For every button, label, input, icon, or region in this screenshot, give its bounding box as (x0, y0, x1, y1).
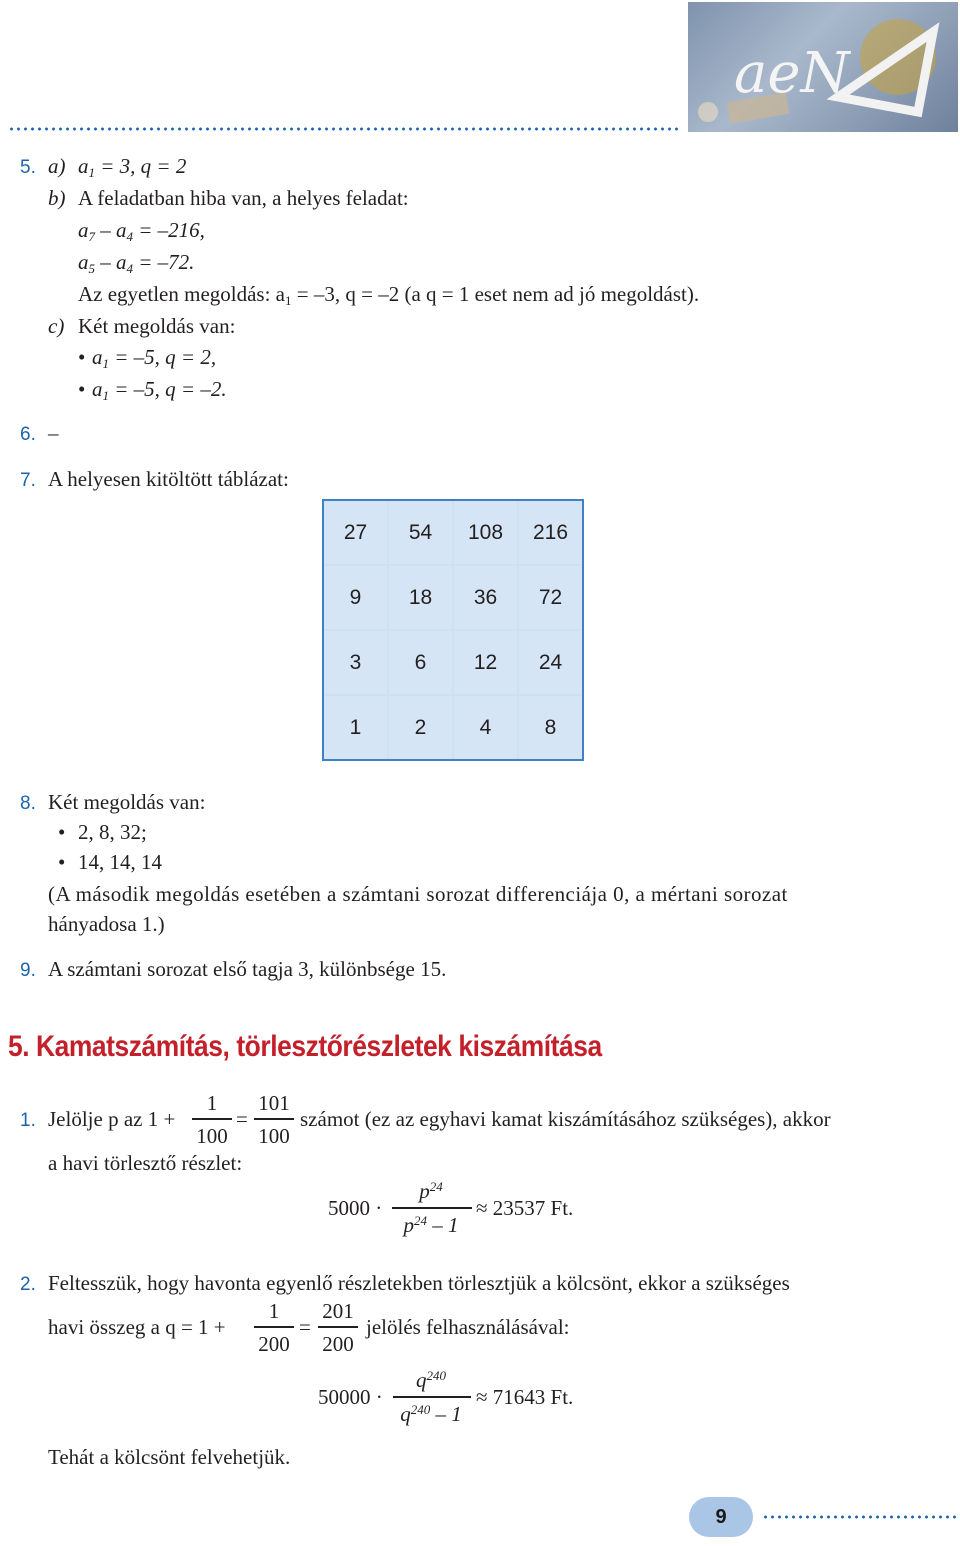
item-number-9: 9. (20, 960, 36, 981)
table-cell: 108 (454, 501, 517, 564)
formula-2-numerator: $q^{240}$ (416, 1368, 446, 1392)
top-dotted-rule (8, 127, 680, 131)
problem-number-1: 1. (20, 1110, 36, 1131)
fraction-bar (192, 1118, 232, 1120)
answer-c-item2: $a_1 = -5$, q = –2. (92, 377, 227, 403)
fraction-denominator: 200 (322, 1332, 354, 1356)
table-cell: 4 (454, 696, 517, 759)
filled-table (322, 499, 584, 761)
item-number-7: 7. (20, 470, 36, 491)
table-cell: 1 (324, 696, 387, 759)
bullet-icon: • (78, 345, 86, 369)
table-cell: 216 (519, 501, 582, 564)
table-cell: 8 (519, 696, 582, 759)
label-c: c) (48, 314, 65, 338)
table-cell: 27 (324, 501, 387, 564)
answer-8-note-line1: (A második megoldás esetében a számtani sorozat differenciája 0, a mértani sorozat (48, 882, 788, 906)
fraction-denominator: 100 (196, 1124, 228, 1148)
math-tools-logo-image (688, 2, 958, 132)
bottom-dotted-rule (762, 1515, 960, 1519)
formula-2-lead: 50000 · (318, 1385, 383, 1409)
equals-sign: = (299, 1315, 311, 1339)
table-cell: 72 (519, 566, 582, 629)
table-cell: 9 (324, 566, 387, 629)
problem-2-line1: Feltesszük, hogy havonta egyenlő részletekben törlesztjük a kölcsönt, ekkor a szükséges (48, 1271, 790, 1295)
fraction-bar (318, 1326, 358, 1328)
formula-1-lead: 5000 · (328, 1196, 383, 1220)
equals-sign: = (236, 1107, 248, 1131)
problem-2-conclusion: Tehát a kölcsönt felvehetjük. (48, 1445, 291, 1469)
answer-b-eq1: $a_7 - a_4 = -216$, (78, 218, 205, 244)
table-cell: 6 (389, 631, 452, 694)
logo-artwork (688, 2, 958, 132)
formula-1-result: ≈ 23537 Ft. (476, 1196, 574, 1220)
bullet-icon: • (58, 820, 66, 844)
answer-8-item2: 14, 14, 14 (78, 850, 162, 874)
table-cell: 2 (389, 696, 452, 759)
section-heading: 5. Kamatszámítás, törlesztőrészletek kiszámítása (8, 1030, 602, 1063)
table-cell: 24 (519, 631, 582, 694)
formula-1-denominator: $p^{24} - 1$ (403, 1213, 459, 1237)
table-cell: 18 (389, 566, 452, 629)
problem-2-tail: jelölés felhasználásával: (366, 1315, 570, 1339)
table-cell: 12 (454, 631, 517, 694)
fraction-numerator: 101 (258, 1091, 290, 1115)
problem-1-line2: a havi törlesztő részlet: (48, 1151, 243, 1175)
fraction-numerator: 1 (206, 1091, 218, 1115)
bullet-icon: • (78, 377, 86, 401)
table-cell: 54 (389, 501, 452, 564)
item-number-5: 5. (20, 157, 36, 178)
fraction-denominator: 200 (258, 1332, 290, 1356)
problem-2-lead: havi összeg a q = 1 + (48, 1315, 226, 1339)
page-number: 9 (689, 1497, 753, 1537)
answer-c-item1: $a_1 = -5$, q = 2, (92, 345, 217, 371)
answer-b-eq2: $a_5 - a_4 = -72$. (78, 250, 195, 276)
answer-b-solution: Az egyetlen megoldás: $a_1 = -3$, q = –2 (a q = 1 eset nem ad jó megoldást). (78, 282, 700, 308)
bullet-icon: • (58, 850, 66, 874)
fraction-bar (392, 1207, 472, 1209)
fraction-denominator: 100 (258, 1124, 290, 1148)
answer-7-text: A helyesen kitöltött táblázat: (48, 467, 289, 491)
formula-2-result: ≈ 71643 Ft. (476, 1385, 574, 1409)
answer-c-text: Két megoldás van: (78, 314, 236, 338)
answer-b-text: A feladatban hiba van, a helyes feladat: (78, 186, 409, 210)
formula-2-denominator: $q^{240} - 1$ (400, 1402, 462, 1426)
fraction-numerator: 201 (322, 1299, 354, 1323)
problem-number-2: 2. (20, 1274, 36, 1295)
table-cell: 3 (324, 631, 387, 694)
label-b: b) (48, 186, 66, 210)
fraction-bar (254, 1326, 294, 1328)
problem-1-lead: Jelölje p az 1 + (48, 1107, 176, 1131)
answer-8-text: Két megoldás van: (48, 790, 206, 814)
answer-a: $a_1 = 3$, q = 2 (78, 154, 187, 180)
item-number-8: 8. (20, 793, 36, 814)
answer-8-item1: 2, 8, 32; (78, 820, 147, 844)
answer-8-note-line2: hányadosa 1.) (48, 912, 165, 936)
fraction-bar (393, 1396, 471, 1398)
fraction-bar (254, 1118, 294, 1120)
label-a: a) (48, 154, 66, 178)
table-cell: 36 (454, 566, 517, 629)
problem-1-tail: számot (ez az egyhavi kamat kiszámításához szükséges), akkor (300, 1107, 831, 1131)
answer-6: – (48, 421, 59, 445)
svg-text:aeN: aeN (734, 41, 850, 106)
formula-1-numerator: $p^{24}$ (419, 1179, 443, 1203)
fraction-numerator: 1 (268, 1299, 280, 1323)
answer-9: A számtani sorozat első tagja 3, különbsége 15. (48, 957, 447, 981)
item-number-6: 6. (20, 424, 36, 445)
